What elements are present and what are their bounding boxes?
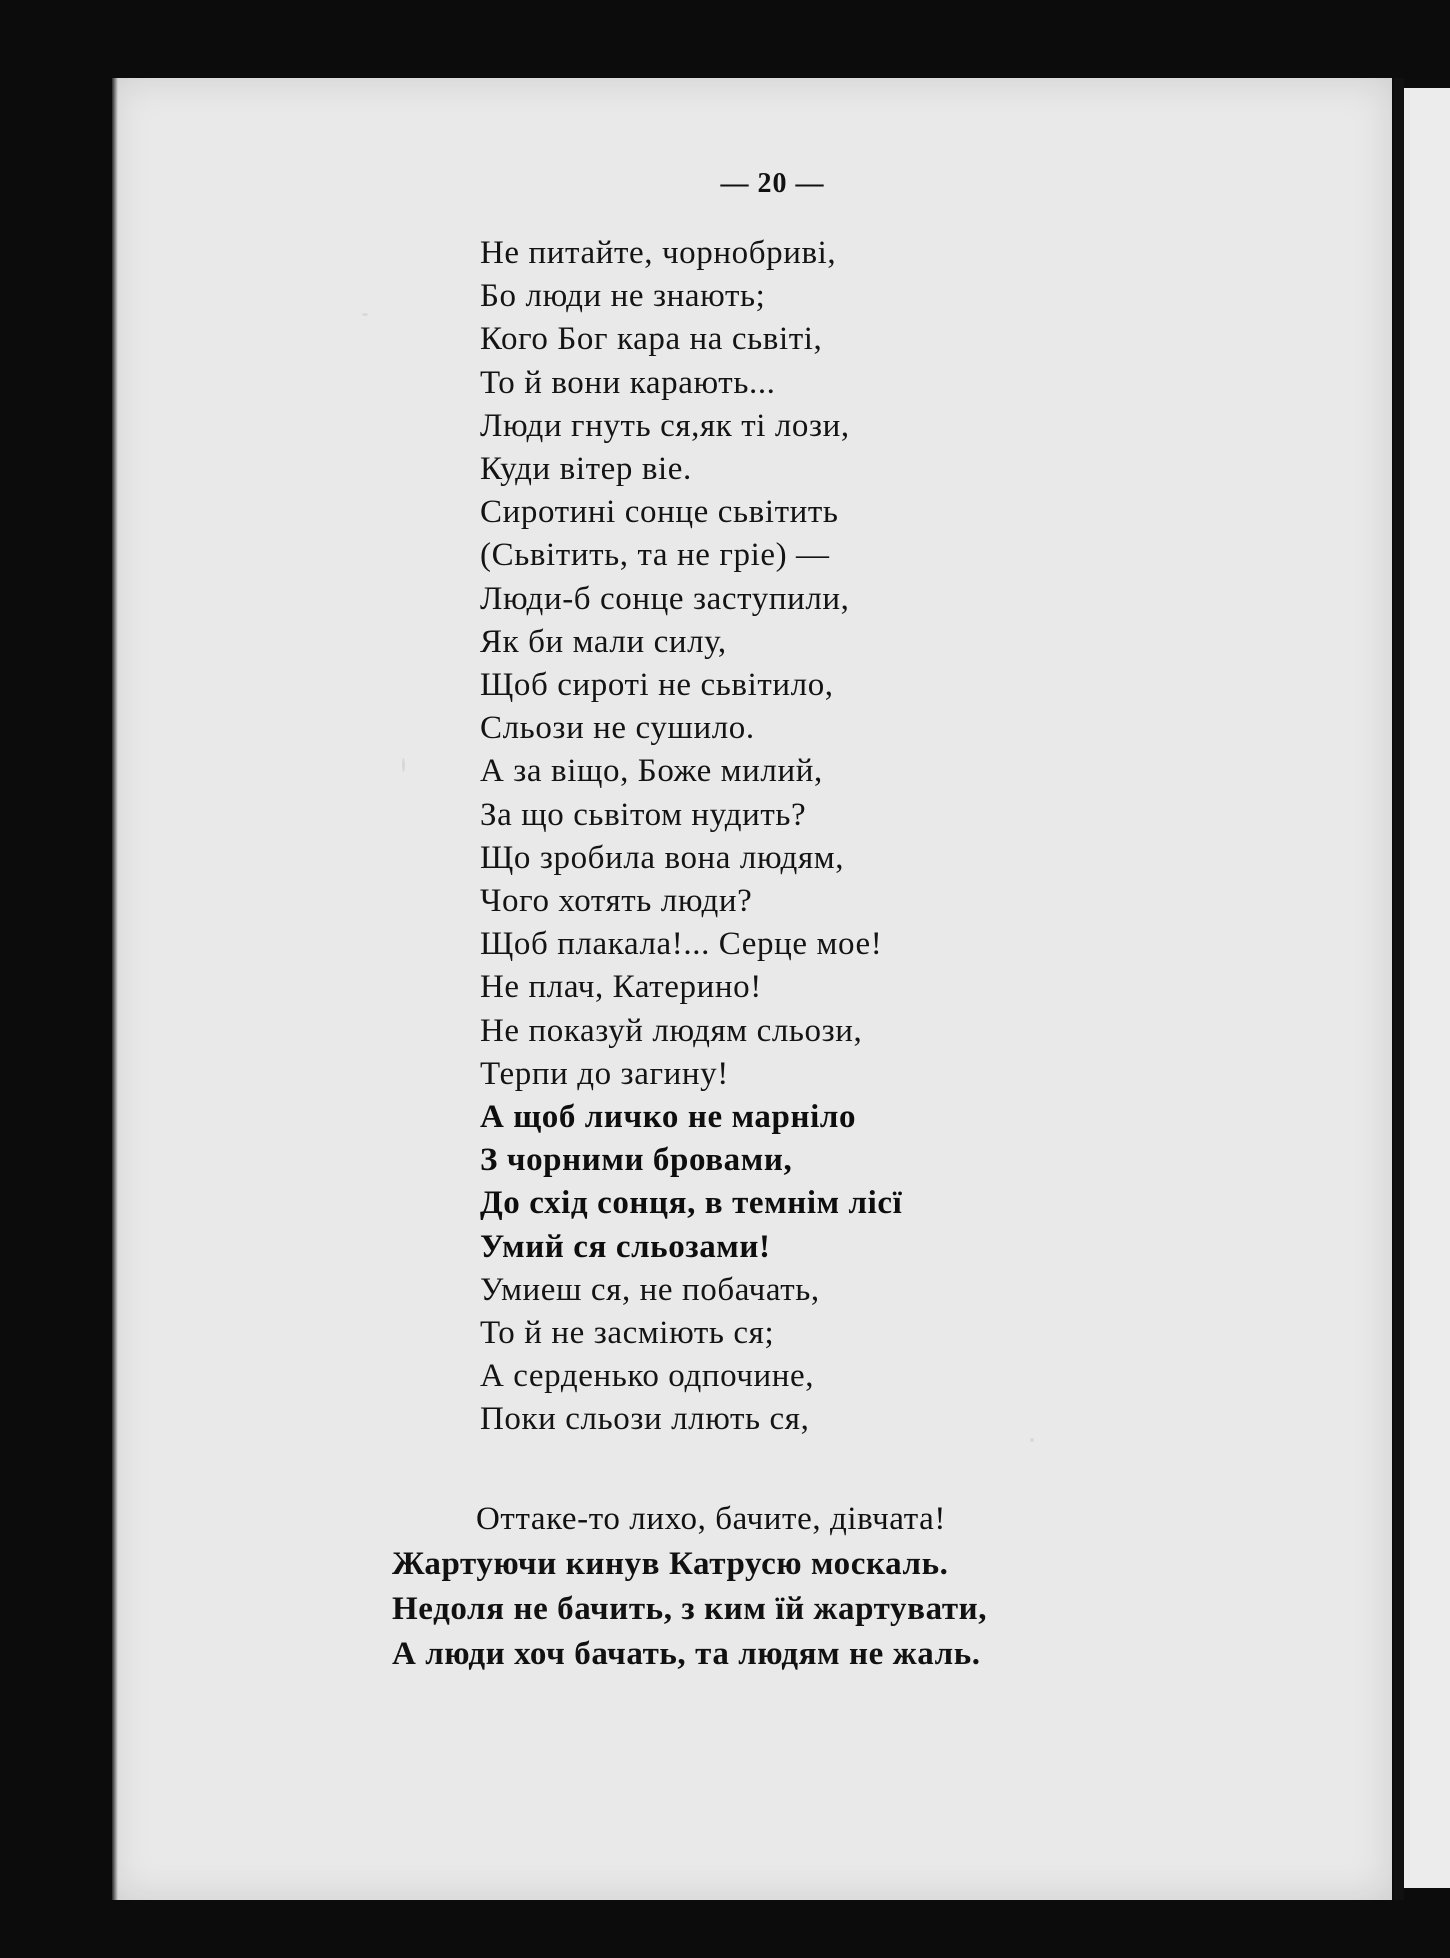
poem-line: Не показуй людям сльози, [480, 1012, 863, 1049]
poem-line: То й не засміють ся; [480, 1315, 775, 1352]
poem-line: (Сьвітить, та не гріе) — [480, 537, 830, 574]
poem-line: Чого хотять люди? [480, 883, 753, 920]
poem-line: Бо люди не знають; [480, 278, 766, 315]
poem-line: Не питайте, чорнобриві, [480, 235, 837, 271]
poem-line: Як би мали силу, [480, 623, 727, 660]
poem-line: Сльози не сушило. [480, 710, 755, 747]
adjacent-page-edge [1402, 88, 1450, 1888]
poem-line: То й вони карають... [480, 364, 776, 401]
closing-line: А люди хоч бачать, та людям не жаль. [392, 1636, 981, 1672]
poem-line: Що зробила вона людям, [480, 839, 845, 876]
page-number: — 20 — [720, 168, 825, 199]
poem-stanza [480, 232, 902, 1442]
poem-line: А за віщо, Боже милий, [480, 753, 823, 790]
poem-line: Щоб сироті не сьвітило, [480, 667, 834, 704]
poem-line: Умиеш ся, не побачать, [480, 1271, 820, 1308]
closing-line: Оттаке-то лихо, бачите, дівчата! [476, 1501, 946, 1537]
poem-line: За що сьвітом нудить? [480, 796, 807, 833]
poem-line: Сиротині сонце сьвітить [480, 494, 839, 531]
poem-line: А щоб личко не марніло [480, 1099, 857, 1136]
poem-line: Не плач, Катерино! [480, 969, 762, 1006]
closing-stanza [392, 1497, 987, 1677]
scan-speck [402, 758, 405, 772]
poem-line: Поки сльози ллють ся, [480, 1401, 810, 1438]
scan-speck [362, 313, 368, 316]
poem-line: З чорними бровами, [480, 1142, 793, 1179]
poem-line: Люди-б сонце заступили, [480, 580, 850, 617]
closing-line: Жартуючи кинув Катрусю москаль. [392, 1546, 949, 1582]
poem-line: Куди вітер віе. [480, 451, 692, 488]
poem-line: До схід сонця, в темнім лісї [480, 1185, 903, 1222]
poem-line: Люди гнуть ся,як ті лози, [480, 407, 850, 444]
poem-line: Умий ся сльозами! [480, 1228, 771, 1265]
scan-speck [1030, 1438, 1034, 1442]
poem-line: Терпи до загину! [480, 1055, 729, 1092]
poem-line: А серденько одпочине, [480, 1358, 815, 1395]
poem-line: Щоб плакала!... Серце мое! [480, 926, 883, 963]
poem-line: Кого Бог кара на сьвіті, [480, 321, 823, 358]
closing-line: Недоля не бачить, з ким їй жартувати, [392, 1591, 988, 1627]
